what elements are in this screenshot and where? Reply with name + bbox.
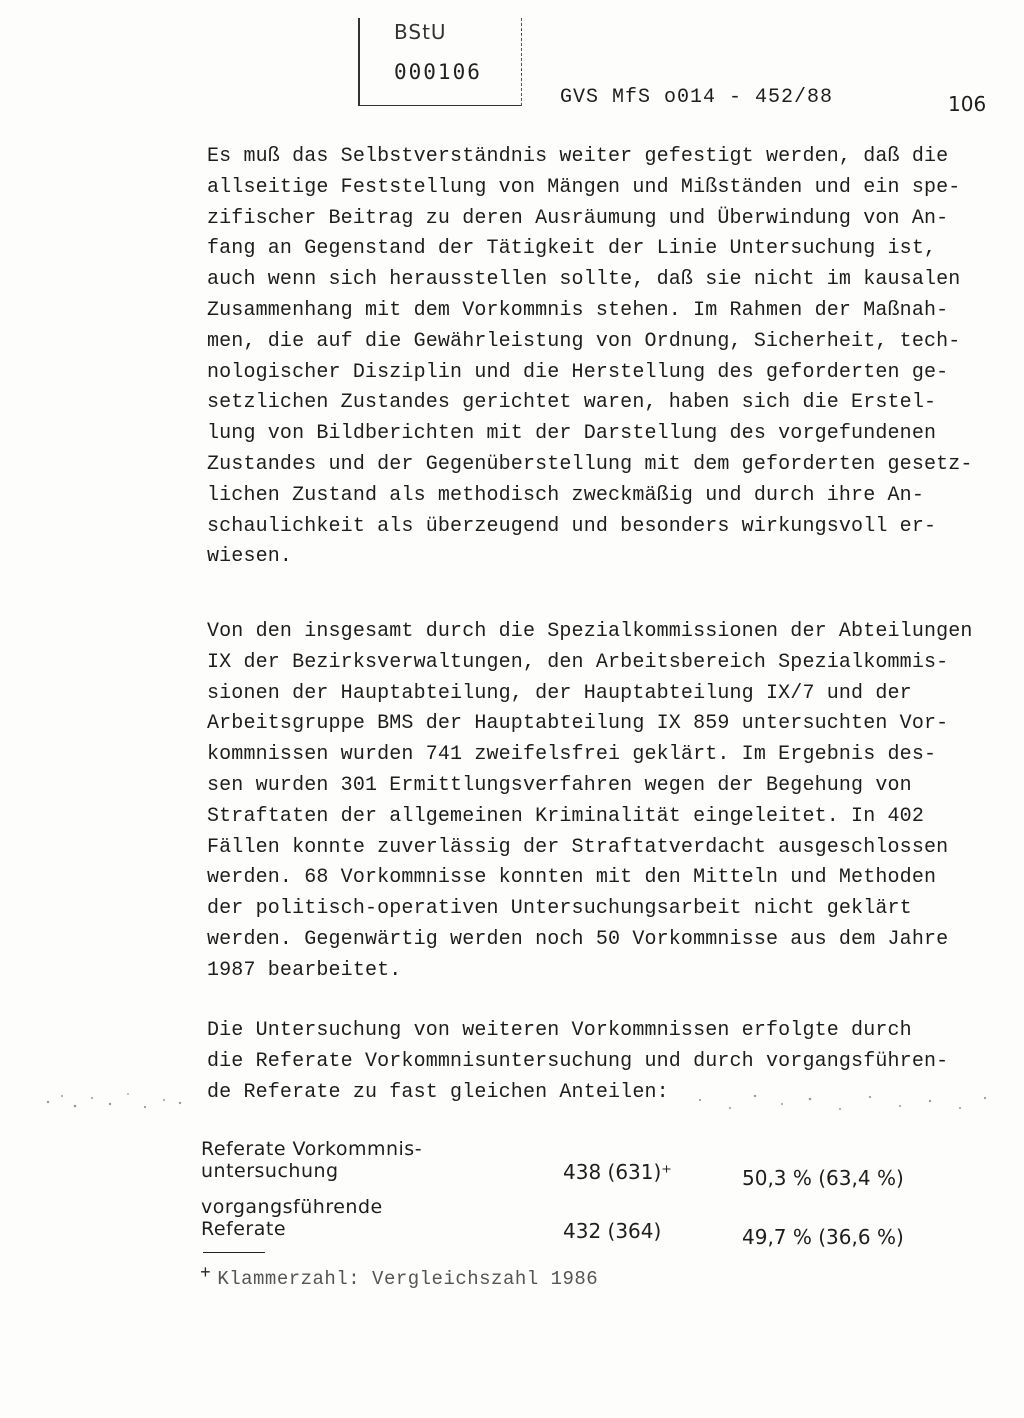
paragraph-1 [207,142,1007,573]
table-row-percent: 49,7 % (36,6 %) [742,1225,904,1249]
text-line: lichen Zustand als methodisch zweckmäßig und durch ihre An- [207,483,924,507]
table-label-line: untersuchung [201,1160,339,1182]
text-line: Straftaten der allgemeinen Kriminalität eingeleitet. In 402 [207,804,924,828]
table-row-percent: 50,3 % (63,4 %) [742,1166,904,1190]
text-line: schaulichkeit als überzeugend und besonders wirkungsvoll er- [207,514,937,538]
text-line: nologischer Disziplin und die Herstellung des geforderten ge- [207,360,949,384]
text-line: zifischer Beitrag zu deren Ausräumung und Überwindung von An- [207,206,949,230]
document-reference: GVS MfS o014 - 452/88 [560,86,834,109]
text-line: Zustandes und der Gegenüberstellung mit dem geforderten gesetz- [207,452,973,476]
footnote-text: Klammerzahl: Vergleichszahl 1986 [217,1268,599,1290]
text-line: de Referate zu fast gleichen Anteilen: [207,1080,669,1104]
text-line: IX der Bezirksverwaltungen, den Arbeitsbereich Spezialkommis- [207,650,949,674]
table-label-line: Referate Vorkommnis- [201,1138,423,1160]
footnote-divider [203,1252,265,1253]
stamp-number: 000106 [394,60,482,84]
text-line: setzlichen Zustandes gerichtet waren, haben sich die Erstel- [207,391,937,415]
scan-noise [40,1082,1000,1122]
paragraph-2 [207,617,1007,987]
footnote [200,1264,598,1290]
text-line: Es muß das Selbstverständnis weiter gefestigt werden, daß die [207,145,949,168]
text-line: die Referate Vorkommnisuntersuchung und durch vorgangsführen- [207,1049,949,1073]
page-number: 106 [948,92,987,116]
text-line: Zusammenhang mit dem Vorkommnis stehen. Im Rahmen der Maßnah- [207,298,949,322]
table-row-label [201,1196,383,1240]
stamp-title: BStU [394,20,447,44]
text-line: der politisch-operativen Untersuchungsarbeit nicht geklärt [207,897,912,921]
text-line: Fällen konnte zuverlässig der Straftatverdacht ausgeschlossen [207,835,949,859]
text-line: allseitige Feststellung von Mängen und Mißständen und ein spe- [207,175,961,199]
archive-stamp [358,18,522,106]
table-label-line: Referate [201,1218,287,1240]
text-line: wiesen. [207,545,293,569]
footnote-marker: + [200,1264,212,1284]
text-line: auch wenn sich herausstellen sollte, daß sie nicht im kausalen [207,268,961,292]
text-line: werden. Gegenwärtig werden noch 50 Vorkommnisse aus dem Jahre [207,927,949,951]
text-line: sionen der Hauptabteilung, der Hauptabteilung IX/7 und der [207,681,912,705]
text-line: fang an Gegenstand der Tätigkeit der Linie Untersuchung ist, [207,237,937,261]
text-line: men, die auf die Gewährleistung von Ordnung, Sicherheit, tech- [207,329,961,353]
text-line: Arbeitsgruppe BMS der Hauptabteilung IX 859 untersuchten Vor- [207,712,949,736]
text-line: sen wurden 301 Ermittlungsverfahren wegen der Begehung von [207,773,912,797]
text-line: 1987 bearbeitet. [207,958,402,982]
table-row-label [201,1138,422,1182]
table-row-count: 432 (364) [563,1219,662,1243]
text-line: werden. 68 Vorkommnisse konnten mit den Mitteln und Methoden [207,866,937,890]
text-line: Von den insgesamt durch die Spezialkommissionen der Abteilungen [207,620,973,643]
text-line: kommnissen wurden 741 zweifelsfrei geklärt. Im Ergebnis des- [207,743,937,767]
table-row-count: 438 (631)⁺ [563,1160,672,1184]
text-line: Die Untersuchung von weiteren Vorkommnissen erfolgte durch [207,1019,912,1042]
table-label-line: vorgangsführende [201,1196,383,1218]
text-line: lung von Bildberichten mit der Darstellung des vorgefundenen [207,422,937,446]
